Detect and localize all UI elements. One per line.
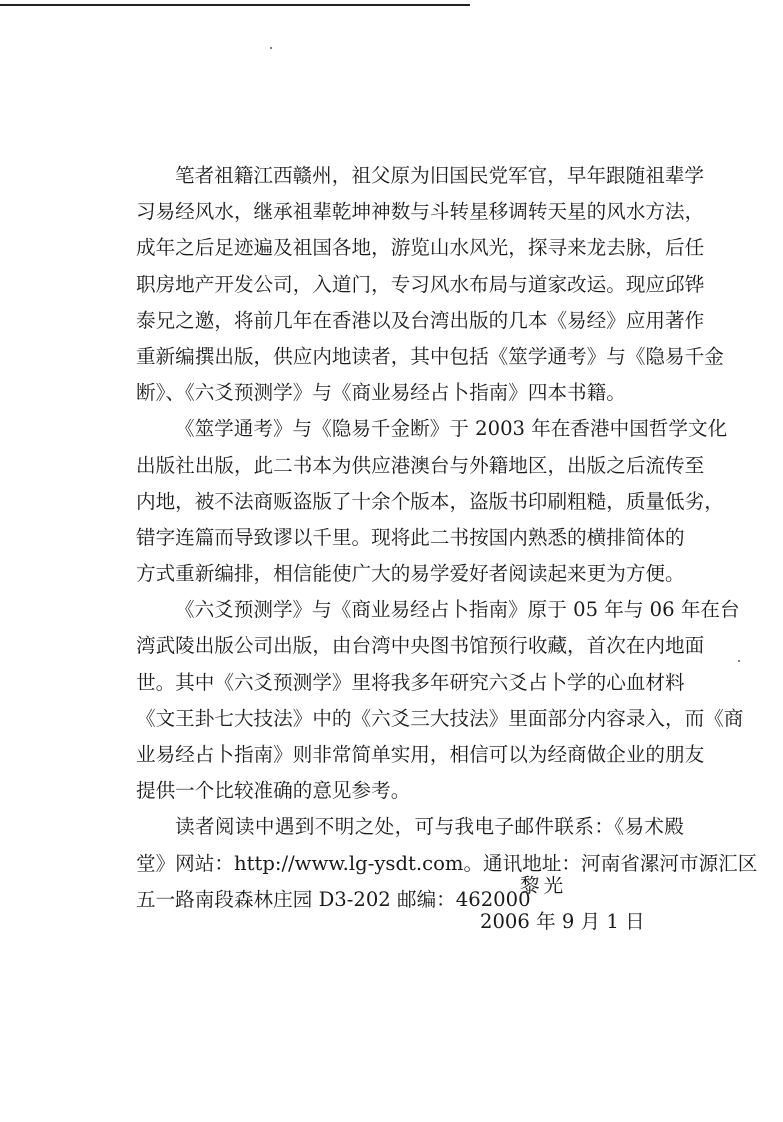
text-line: 笔者祖籍江西赣州，祖父原为旧国民党军官，早年跟随祖辈学 <box>175 164 705 187</box>
scan-speck <box>270 47 272 49</box>
scan-speck <box>738 660 740 662</box>
text-line: 堂》网站：http://www.lg-ysdt.com。通讯地址：河南省漯河市源汇区 <box>136 851 758 875</box>
text-line: 泰兄之邀，将前几年在香港以及台湾出版的几本《易经》应用著作 <box>136 308 705 332</box>
author-signature: 黎光 <box>520 874 568 897</box>
text-line: 断》、《六爻预测学》与《商业易经占卜指南》四本书籍。 <box>136 381 626 405</box>
text-line: 世。其中《六爻预测学》里将我多年研究六爻占卜学的心血材料 <box>136 670 685 694</box>
text-line: 习易经风水，继承祖辈乾坤神数与斗转星移调转天星的风水方法， <box>136 200 705 224</box>
signature-date: 2006 年 9 月 1 日 <box>480 910 645 933</box>
text-line: 内地，被不法商贩盗版了十余个版本，盗版书印刷粗糙，质量低劣， <box>136 489 724 513</box>
text-line: 湾武陵出版公司出版，由台湾中央图书馆预行收藏，首次在内地面 <box>136 634 705 658</box>
text-line: 职房地产开发公司，入道门，专习风水布局与道家改运。现应邱铧 <box>136 272 705 296</box>
text-line: 重新编撰出版，供应内地读者，其中包括《筮学通考》与《隐易千金 <box>136 344 724 368</box>
text-line: 读者阅读中遇到不明之处，可与我电子邮件联系：《易术殿 <box>175 815 684 839</box>
text-line: 《筮学通考》与《隐易千金断》于 2003 年在香港中国哲学文化 <box>175 417 728 441</box>
text-line: 业易经占卜指南》则非常简单实用，相信可以为经商做企业的朋友 <box>136 743 705 766</box>
top-rule <box>0 4 470 6</box>
page-body <box>136 158 758 918</box>
text-line: 错字连篇而导致谬以千里。现将此二书按国内熟悉的横排简体的 <box>136 525 685 549</box>
text-line: 《文王卦七大技法》中的《六爻三大技法》里面部分内容录入，而《商 <box>136 706 744 730</box>
text-line: 五一路南段森林庄园 D3-202 邮编：462000 <box>136 887 531 911</box>
text-line: 方式重新编排，相信能使广大的易学爱好者阅读起来更为方便。 <box>136 562 685 586</box>
text-line: 成年之后足迹遍及祖国各地，游览山水风光，探寻来龙去脉，后任 <box>136 236 705 260</box>
text-line: 提供一个比较准确的意见参考。 <box>136 779 411 803</box>
text-line: 《六爻预测学》与《商业易经占卜指南》原于 05 年与 06 年在台 <box>175 598 740 622</box>
text-line: 出版社出版，此二书本为供应港澳台与外籍地区，出版之后流传至 <box>136 453 705 477</box>
